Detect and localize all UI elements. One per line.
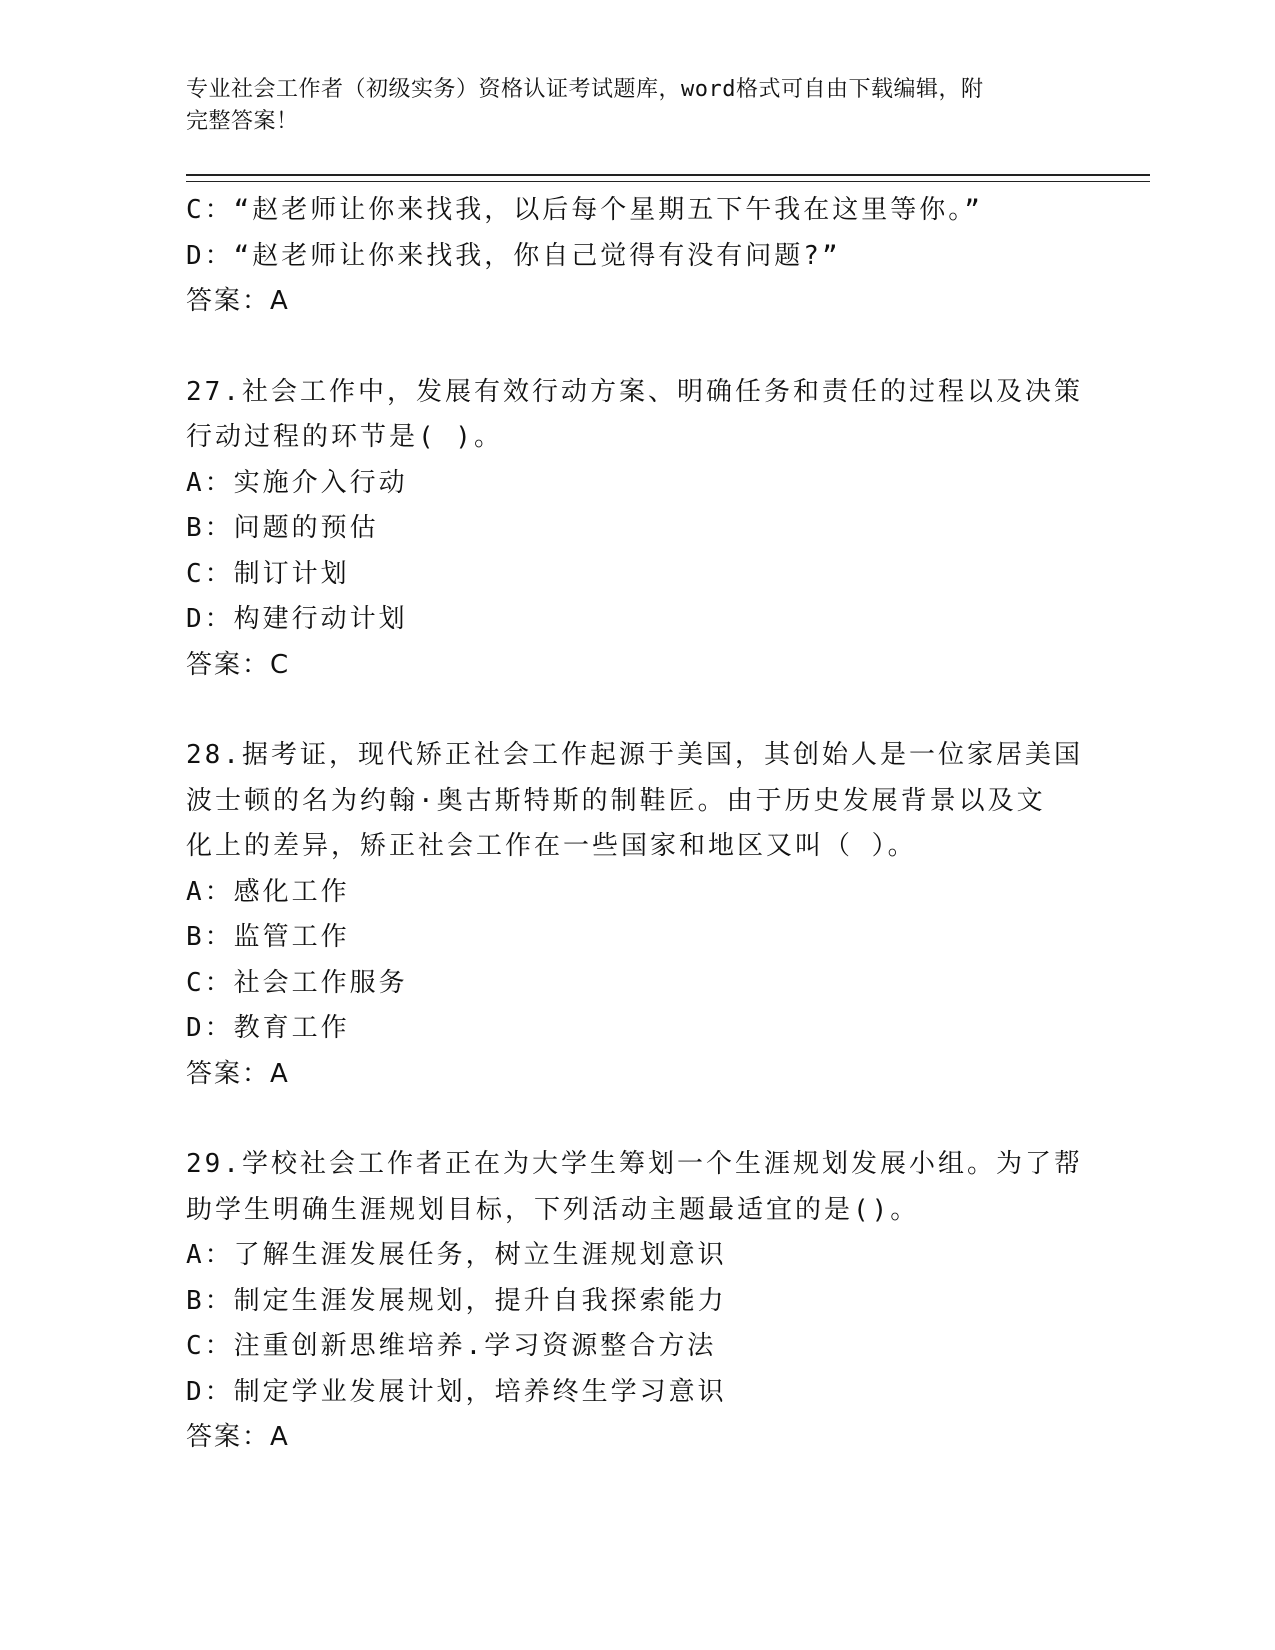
question-27-stem-2: 行动过程的环节是( )。 [186,422,503,452]
question-29 [186,1142,1086,1461]
page-header [186,74,1066,138]
question-28-stem-1: 28.据考证，现代矫正社会工作起源于美国，其创始人是一位家居美国 [186,740,1083,770]
question-27-option-c: C：制订计划 [186,558,350,589]
prev-option-c: C：“赵老师让你来找我，以后每个星期五下午我在这里等你。” [186,195,983,225]
question-27-option-b: B：问题的预估 [186,513,379,543]
question-28-option-b: B：监管工作 [186,922,350,952]
question-29-stem-2: 助学生明确生涯规划目标，下列活动主题最适宜的是()。 [186,1194,920,1225]
spacer [186,688,1086,733]
question-28-option-c: C：社会工作服务 [186,967,408,998]
header-line-1: 专业社会工作者（初级实务）资格认证考试题库，word格式可自由下载编辑，附 [186,77,984,102]
header-rule-thick [186,174,1150,176]
question-29-stem-1: 29.学校社会工作者正在为大学生筹划一个生涯规划发展小组。为了帮 [186,1149,1083,1179]
question-29-option-d: D：制定学业发展计划，培养终生学习意识 [186,1376,727,1407]
question-28-stem-2: 波士顿的名为约翰·奥古斯特斯的制鞋匠。由于历史发展背景以及文 [186,785,1046,816]
prev-option-d: D：“赵老师让你来找我，你自己觉得有没有问题?” [186,240,841,271]
question-content [186,188,1086,1461]
question-28-option-d: D：教育工作 [186,1013,350,1043]
question-29-option-b: B：制定生涯发展规划，提升自我探索能力 [186,1285,727,1316]
question-28-stem-3: 化上的差异，矫正社会工作在一些国家和地区又叫（ ）。 [186,831,917,861]
spacer [186,325,1086,370]
question-27-option-a: A：实施介入行动 [186,467,408,498]
question-27 [186,370,1086,689]
question-27-answer: 答案：C [186,649,291,680]
question-29-option-c: C：注重创新思维培养.学习资源整合方法 [186,1331,717,1361]
question-29-answer: 答案：A [186,1422,290,1452]
spacer [186,1097,1086,1142]
question-28-answer: 答案：A [186,1058,290,1089]
prev-answer: 答案：A [186,286,290,316]
question-27-option-d: D：构建行动计划 [186,604,408,634]
question-27-stem-1: 27.社会工作中，发展有效行动方案、明确任务和责任的过程以及决策 [186,376,1083,407]
header-line-2: 完整答案！ [186,109,299,134]
question-28 [186,733,1086,1097]
question-28-option-a: A：感化工作 [186,876,350,907]
question-29-option-a: A：了解生涯发展任务，树立生涯规划意识 [186,1240,727,1270]
header-rule-thin [186,181,1150,182]
